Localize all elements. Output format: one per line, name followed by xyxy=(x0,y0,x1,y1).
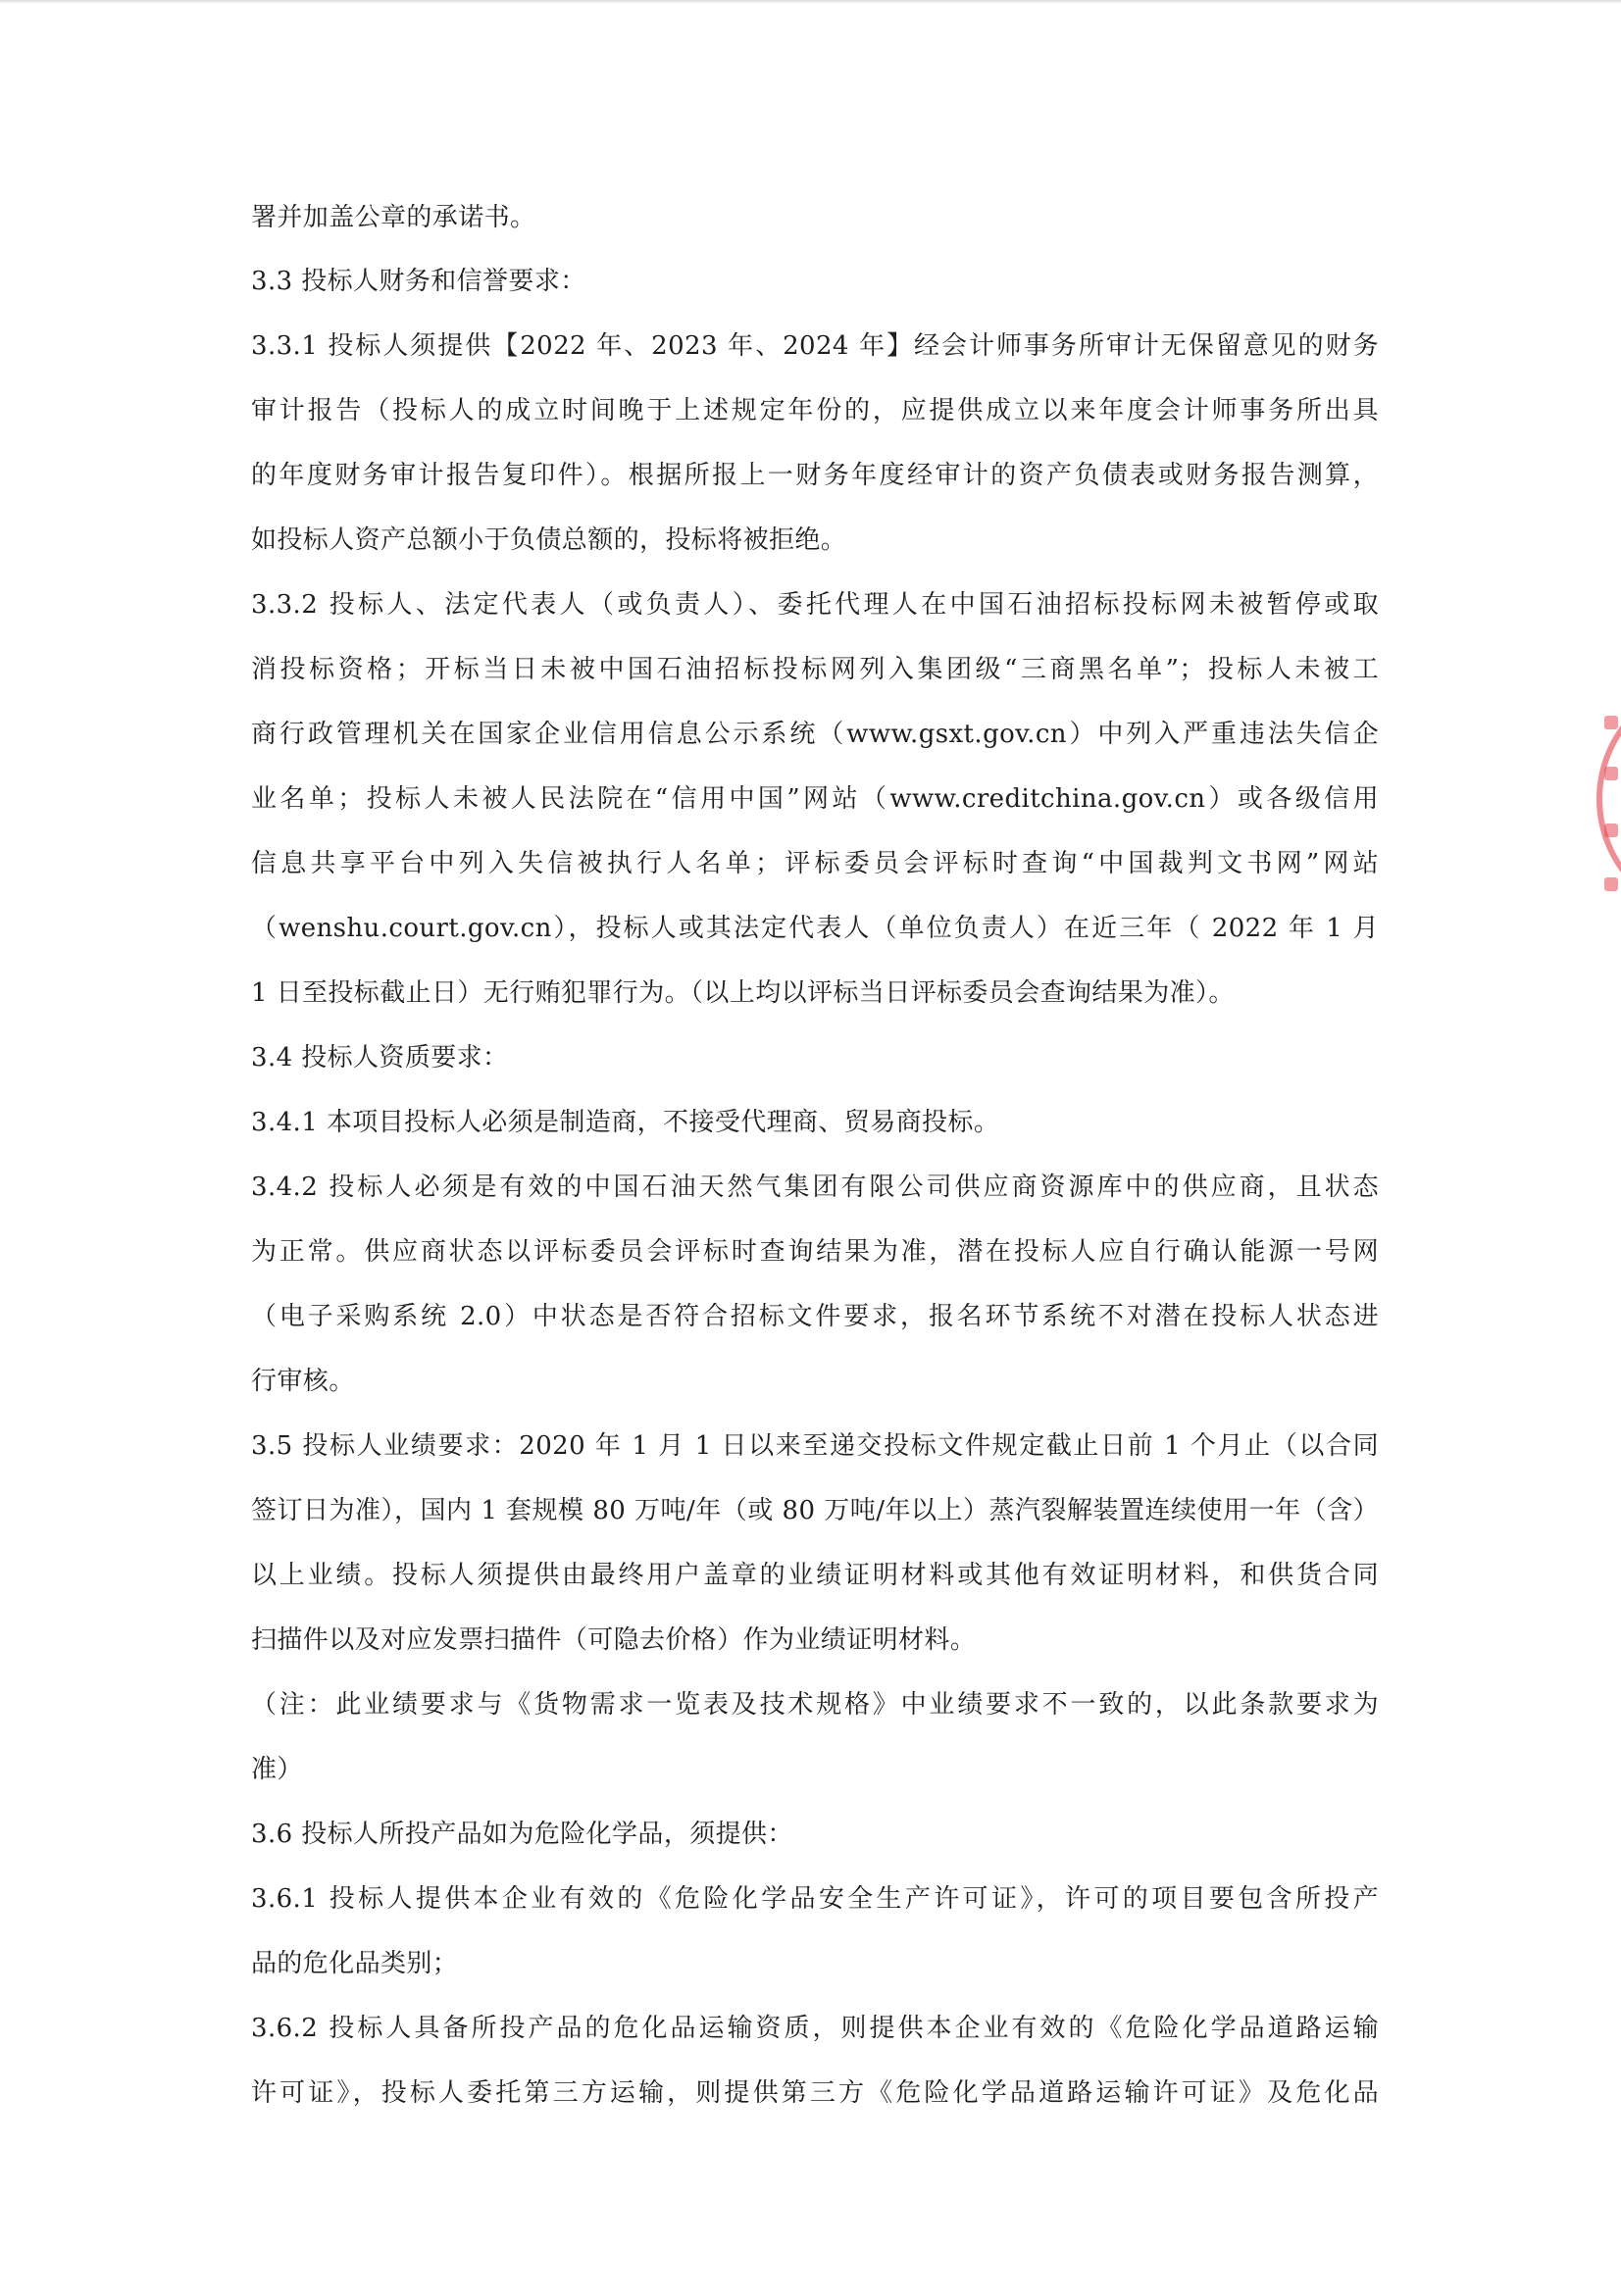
seal-stamp-edge xyxy=(1591,676,1621,922)
text-line: 审计报告（投标人的成立时间晚于上述规定年份的，应提供成立以来年度会计师事务所出具 xyxy=(251,396,1379,425)
seal-mark xyxy=(1604,877,1618,891)
text-line: 如投标人资产总额小于负债总额的，投标将被拒绝。 xyxy=(251,525,847,555)
text-line: 许可证》，投标人委托第三方运输，则提供第三方《危险化学品道路运输许可证》及危化品 xyxy=(251,2078,1379,2108)
text-line: 扫描件以及对应发票扫描件（可隐去价格）作为业绩证明材料。 xyxy=(251,1625,977,1655)
text-line: 业名单；投标人未被人民法院在“信用中国”网站（www.creditchina.gov.cn）或各级信用 xyxy=(251,784,1379,814)
note-line: （注：此业绩要求与《货物需求一览表及技术规格》中业绩要求不一致的，以此条款要求为 xyxy=(251,1690,1379,1720)
section-heading: 3.6 投标人所投产品如为危险化学品，须提供： xyxy=(251,1820,793,1849)
text-line: 签订日为准），国内 1 套规模 80 万吨/年（或 80 万吨/年以上）蒸汽裂解装置连续使用一年（含） xyxy=(251,1496,1379,1525)
text-line: 消投标资格；开标当日未被中国石油招标投标网列入集团级“三商黑名单”；投标人未被工 xyxy=(251,655,1379,684)
text-line: （wenshu.court.gov.cn），投标人或其法定代表人（单位负责人）在近三年（ 2022 年 1 月 xyxy=(251,914,1379,943)
text-line: 署并加盖公章的承诺书。 xyxy=(251,203,536,232)
page-top-edge xyxy=(0,0,1621,4)
text-line: 商行政管理机关在国家企业信用信息公示系统（www.gsxt.gov.cn）中列入严重违法失信企 xyxy=(251,720,1379,749)
text-line: 3.4.2 投标人必须是有效的中国石油天然气集团有限公司供应商资源库中的供应商，且状态 xyxy=(251,1173,1379,1202)
section-heading: 3.4 投标人资质要求： xyxy=(251,1043,509,1073)
text-line: 3.6.2 投标人具备所投产品的危化品运输资质，则提供本企业有效的《危险化学品道路运输 xyxy=(251,2014,1379,2043)
text-line: 3.5 投标人业绩要求：2020 年 1 月 1 日以来至递交投标文件规定截止日前 1 个月止（以合同 xyxy=(251,1431,1379,1461)
text-line: 3.3.2 投标人、法定代表人（或负责人）、委托代理人在中国石油招标投标网未被暂停或取 xyxy=(251,590,1379,620)
text-line: 1 日至投标截止日）无行贿犯罪行为。（以上均以评标当日评标委员会查询结果为准）。 xyxy=(251,978,1235,1008)
text-line: 品的危化品类别； xyxy=(251,1949,459,1978)
text-line: 3.4.1 本项目投标人必须是制造商，不接受代理商、贸易商投标。 xyxy=(251,1108,1000,1137)
text-line: （电子采购系统 2.0）中状态是否符合招标文件要求，报名环节系统不对潜在投标人状态进 xyxy=(251,1302,1379,1331)
text-line: 3.6.1 投标人提供本企业有效的《危险化学品安全生产许可证》，许可的项目要包含所投产 xyxy=(251,1884,1379,1914)
text-line: 信息共享平台中列入失信被执行人名单；评标委员会评标时查询“中国裁判文书网”网站 xyxy=(251,849,1379,878)
section-heading: 3.3 投标人财务和信誉要求： xyxy=(251,267,586,296)
text-line: 以上业绩。投标人须提供由最终用户盖章的业绩证明材料或其他有效证明材料，和供货合同 xyxy=(251,1561,1379,1590)
text-line: 3.3.1 投标人须提供【2022 年、2023 年、2024 年】经会计师事务所审计无保留意见的财务 xyxy=(251,331,1379,361)
text-line: 行审核。 xyxy=(251,1367,355,1396)
text-line: 为正常。供应商状态以评标委员会评标时查询结果为准，潜在投标人应自行确认能源一号网 xyxy=(251,1237,1379,1267)
seal-mark xyxy=(1604,767,1618,780)
seal-mark xyxy=(1604,824,1618,837)
seal-mark xyxy=(1604,716,1618,729)
text-line: 的年度财务审计报告复印件）。根据所报上一财务年度经审计的资产负债表或财务报告测算， xyxy=(251,461,1379,490)
note-line: 准） xyxy=(251,1755,303,1784)
